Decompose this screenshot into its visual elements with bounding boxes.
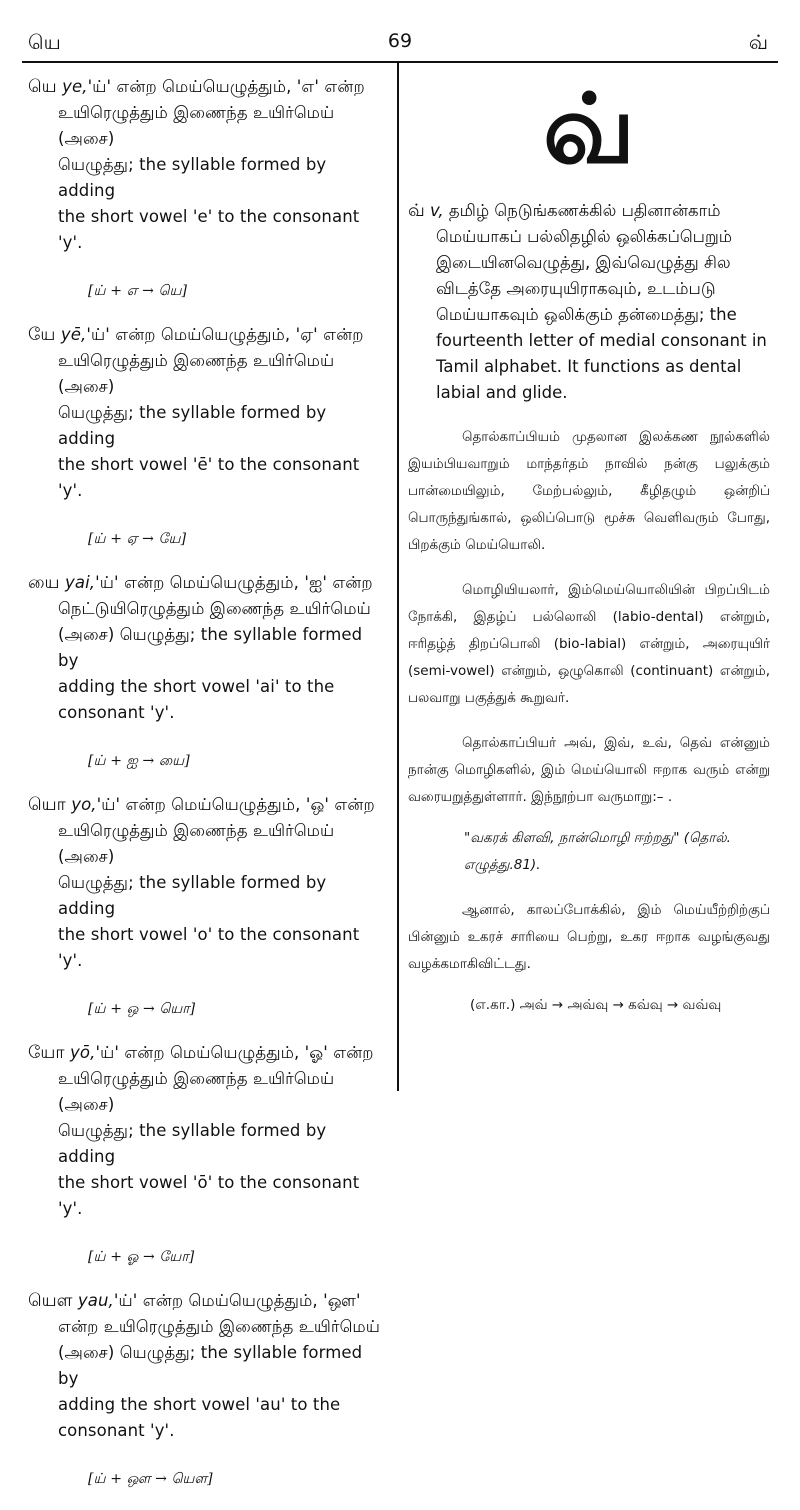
entry-line: the short vowel 'o' to the consonant 'y'.	[58, 925, 360, 970]
dictionary-entry	[28, 792, 386, 1022]
entry-transliteration: yai,	[65, 573, 96, 592]
entry-line: adding the short vowel 'au' to the	[58, 1395, 341, 1414]
entry-transliteration: yē,	[60, 325, 87, 344]
entry-text: 'ய்' என்ற மெய்யெழுத்தும், 'ஒ' என்ற	[96, 795, 375, 814]
entry-line: the short vowel 'ē' to the consonant 'y'.	[58, 455, 360, 500]
entry-first-line	[28, 74, 386, 100]
page-header	[0, 30, 800, 60]
entry-line: என்ற உயிரெழுத்தும் இணைந்த உயிர்மெய்	[58, 1317, 381, 1336]
dictionary-entry	[28, 322, 386, 552]
entry-line: consonant 'y'.	[58, 703, 175, 722]
entry-transliteration: ye,	[62, 77, 88, 96]
main-entry-line: labial and glide.	[436, 383, 568, 402]
entry-formula: [ய் + ஐ → யை]	[88, 753, 190, 769]
quotation: "வகரக் கிளவி, நான்மொழி ஈற்றது" (தொல். எழுத்து.81).	[464, 830, 731, 873]
main-entry-line-0	[408, 198, 770, 224]
dictionary-entry	[28, 74, 386, 304]
entry-headword: யே	[28, 325, 56, 345]
entry-headword: யோ	[28, 1043, 65, 1063]
main-entry-line: விடத்தே அரையுயிராகவும், உடம்படு	[436, 279, 716, 298]
entry-transliteration: yo,	[71, 795, 97, 814]
entry-formula: [ய் + ஓ → யோ]	[88, 1249, 195, 1265]
entry-transliteration: yau,	[77, 1291, 114, 1310]
page-number: 69	[387, 30, 413, 52]
header-left-guide-word: யெ	[28, 30, 61, 54]
entry-first-line	[28, 792, 386, 818]
entry-line: the short vowel 'ō' to the consonant 'y'.	[58, 1173, 360, 1218]
entry-formula: [ய் + ஏ → யே]	[88, 531, 187, 547]
main-entry-line: மெய்யாகவும் ஒலிக்கும் தன்மைத்து; the	[436, 305, 737, 324]
paragraph-2	[408, 577, 770, 712]
paragraph-4-text: ஆனால், காலப்போக்கில், இம் மெய்யீற்றிற்குப் பின்னும் உகரச் சாரியை பெற்று, உகர ஈறாக வழங்குவது வழக்கமாகிவிட்டது.	[408, 902, 770, 972]
paragraph-1	[408, 424, 770, 559]
paragraph-3-text: தொல்காப்பியர் அவ், இவ், உவ், தெவ் என்னும் நான்கு மொழிகளில், இம் மெய்யொலி ஈறாக வரும் என்று வரையறுத்துள்ளார். இந்நூற்பா வருமாறு:– .	[408, 735, 770, 805]
entry-transliteration: yō,	[70, 1043, 96, 1062]
entry-line: adding the short vowel 'ai' to the	[58, 677, 335, 696]
entry-line: (அசை) யெழுத்து; the syllable formed by	[58, 625, 363, 670]
entry-text: 'ய்' என்ற மெய்யெழுத்தும், 'ஐ' என்ற	[95, 573, 373, 592]
paragraph-1-text: தொல்காப்பியம் முதலான இலக்கண நூல்களில் இயம்பியவாறும் மாந்தர்தம் நாவில் நன்கு பலுக்கும் பான்மையிலும், மேற்பல்லும், கீழிதழும் ஒன்றிப் பொருந்துங்கால், ஒலிப்பொடு மூச்சு வெளிவரும் போது, பிறக்கும் மெய்யொலி.	[408, 429, 770, 553]
entry-text: 'ய்' என்ற மெய்யெழுத்தும், 'ஔ'	[113, 1291, 361, 1310]
entry-first-line	[28, 322, 386, 348]
entry-line: உயிரெழுத்தும் இணைந்த உயிர்மெய் (அசை)	[58, 1069, 335, 1114]
main-entry-line: Tamil alphabet. It functions as dental	[436, 357, 742, 376]
section-letter: வ்	[543, 73, 635, 185]
left-column	[28, 74, 386, 1510]
entry-first-line	[28, 570, 386, 596]
entry-line: யெழுத்து; the syllable formed by adding	[58, 1121, 327, 1166]
header-rule	[22, 61, 778, 63]
entry-line: யெழுத்து; the syllable formed by adding	[58, 403, 327, 448]
entry-text: 'ய்' என்ற மெய்யெழுத்தும், 'எ' என்ற	[87, 77, 365, 96]
main-entry-translit: v,	[430, 201, 444, 220]
entry-line: உயிரெழுத்தும் இணைந்த உயிர்மெய் (அசை)	[58, 821, 335, 866]
entry-first-line	[28, 1288, 386, 1314]
entry-line: the short vowel 'e' to the consonant 'y'.	[58, 207, 360, 252]
dictionary-entry	[28, 1040, 386, 1270]
dictionary-entry	[28, 570, 386, 774]
entry-line: நெட்டுயிரெழுத்தும் இணைந்த உயிர்மெய்	[58, 599, 371, 618]
entry-formula: [ய் + ஒ → யொ]	[88, 1001, 196, 1017]
entry-first-line	[28, 1040, 386, 1066]
entry-headword: யை	[28, 573, 60, 593]
main-entry-line: மெய்யாகப் பல்லிதழில் ஒலிக்கப்பெறும்	[436, 227, 733, 246]
entry-formula: [ய் + ஔ → யௌ]	[88, 1471, 213, 1487]
entry-line: உயிரெழுத்தும் இணைந்த உயிர்மெய் (அசை)	[58, 351, 335, 396]
main-entry	[408, 198, 770, 406]
entry-headword: யெ	[28, 77, 57, 97]
entry-formula: [ய் + எ → யெ]	[88, 283, 188, 299]
column-divider	[397, 61, 399, 1091]
entry-headword: யொ	[28, 795, 66, 815]
paragraph-3	[408, 730, 770, 811]
right-column	[408, 74, 770, 1019]
dictionary-entry	[28, 1288, 386, 1492]
entry-text: 'ய்' என்ற மெய்யெழுத்தும், 'ஓ' என்ற	[95, 1043, 374, 1062]
entry-line: யெழுத்து; the syllable formed by adding	[58, 155, 327, 200]
entry-text: 'ய்' என்ற மெய்யெழுத்தும், 'ஏ' என்ற	[86, 325, 364, 344]
main-entry-line: இடையினவெழுத்து, இவ்வெழுத்து சில	[436, 253, 731, 272]
header-right-guide-word: வ்	[748, 30, 768, 54]
entry-line: consonant 'y'.	[58, 1421, 175, 1440]
example-line: (எ.கா.) அவ் → அவ்வு → கவ்வு → வவ்வு	[470, 997, 722, 1013]
entry-line: (அசை) யெழுத்து; the syllable formed by	[58, 1343, 363, 1388]
entry-headword: யௌ	[28, 1291, 73, 1311]
main-entry-line: fourteenth letter of medial consonant in	[436, 331, 767, 350]
paragraph-4	[408, 897, 770, 978]
main-entry-text: தமிழ் நெடுங்கணக்கில் பதினான்காம்	[448, 201, 721, 220]
entry-line: யெழுத்து; the syllable formed by adding	[58, 873, 327, 918]
main-entry-headword: வ்	[408, 201, 425, 221]
entry-line: உயிரெழுத்தும் இணைந்த உயிர்மெய் (அசை)	[58, 103, 335, 148]
paragraph-2-text: மொழியியலார், இம்மெய்யொலியின் பிறப்பிடம் நோக்கி, இதழ்ப் பல்லொலி (labio-dental) என்றும், ஈரிதழ்த் திறப்பொலி (bio-labial) என்றும், அரையுயிர் (semi-vowel) என்றும், ஒழுகொலி (continuant) என்றும், பலவாறு பகுத்துக் கூறுவர்.	[408, 582, 770, 706]
